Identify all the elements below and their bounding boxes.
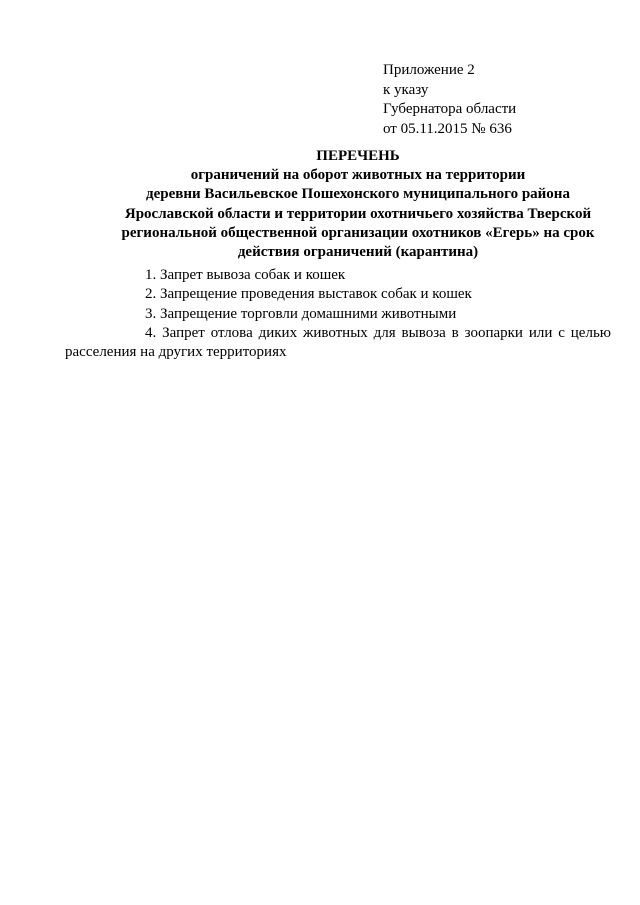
annex-line-governor: Губернатора области	[383, 101, 517, 117]
title-line: ограничений на оборот животных на территории	[190, 167, 526, 184]
list-item-line: 4. Запрет отлова диких животных для вывоза в зоопарки или с целью	[145, 324, 611, 341]
document-title	[100, 147, 616, 262]
title-line: действия ограничений (карантина)	[237, 244, 479, 261]
restrictions-list	[65, 266, 611, 362]
title-line: деревни Васильевское Пошехонского муниципального района	[146, 186, 570, 203]
list-item: 1. Запрет вывоза собак и кошек	[145, 267, 346, 283]
title-line: региональной общественной организации охотников «Егерь» на срок	[121, 224, 595, 241]
annex-header	[383, 61, 603, 139]
list-item	[65, 324, 611, 363]
list-item: 3. Запрещение торговли домашними животными	[145, 305, 457, 322]
list-item: 2. Запрещение проведения выставок собак и кошек	[145, 286, 472, 303]
annex-line-decree: к указу	[383, 81, 429, 98]
annex-line-date-number: от 05.11.2015 № 636	[383, 120, 512, 137]
list-item-continuation: расселения на других территориях	[65, 344, 287, 361]
annex-line-appendix: Приложение 2	[383, 62, 475, 78]
title-heading: ПЕРЕЧЕНЬ	[316, 148, 400, 164]
title-line: Ярославской области и территории охотничьего хозяйства Тверской	[124, 205, 592, 222]
